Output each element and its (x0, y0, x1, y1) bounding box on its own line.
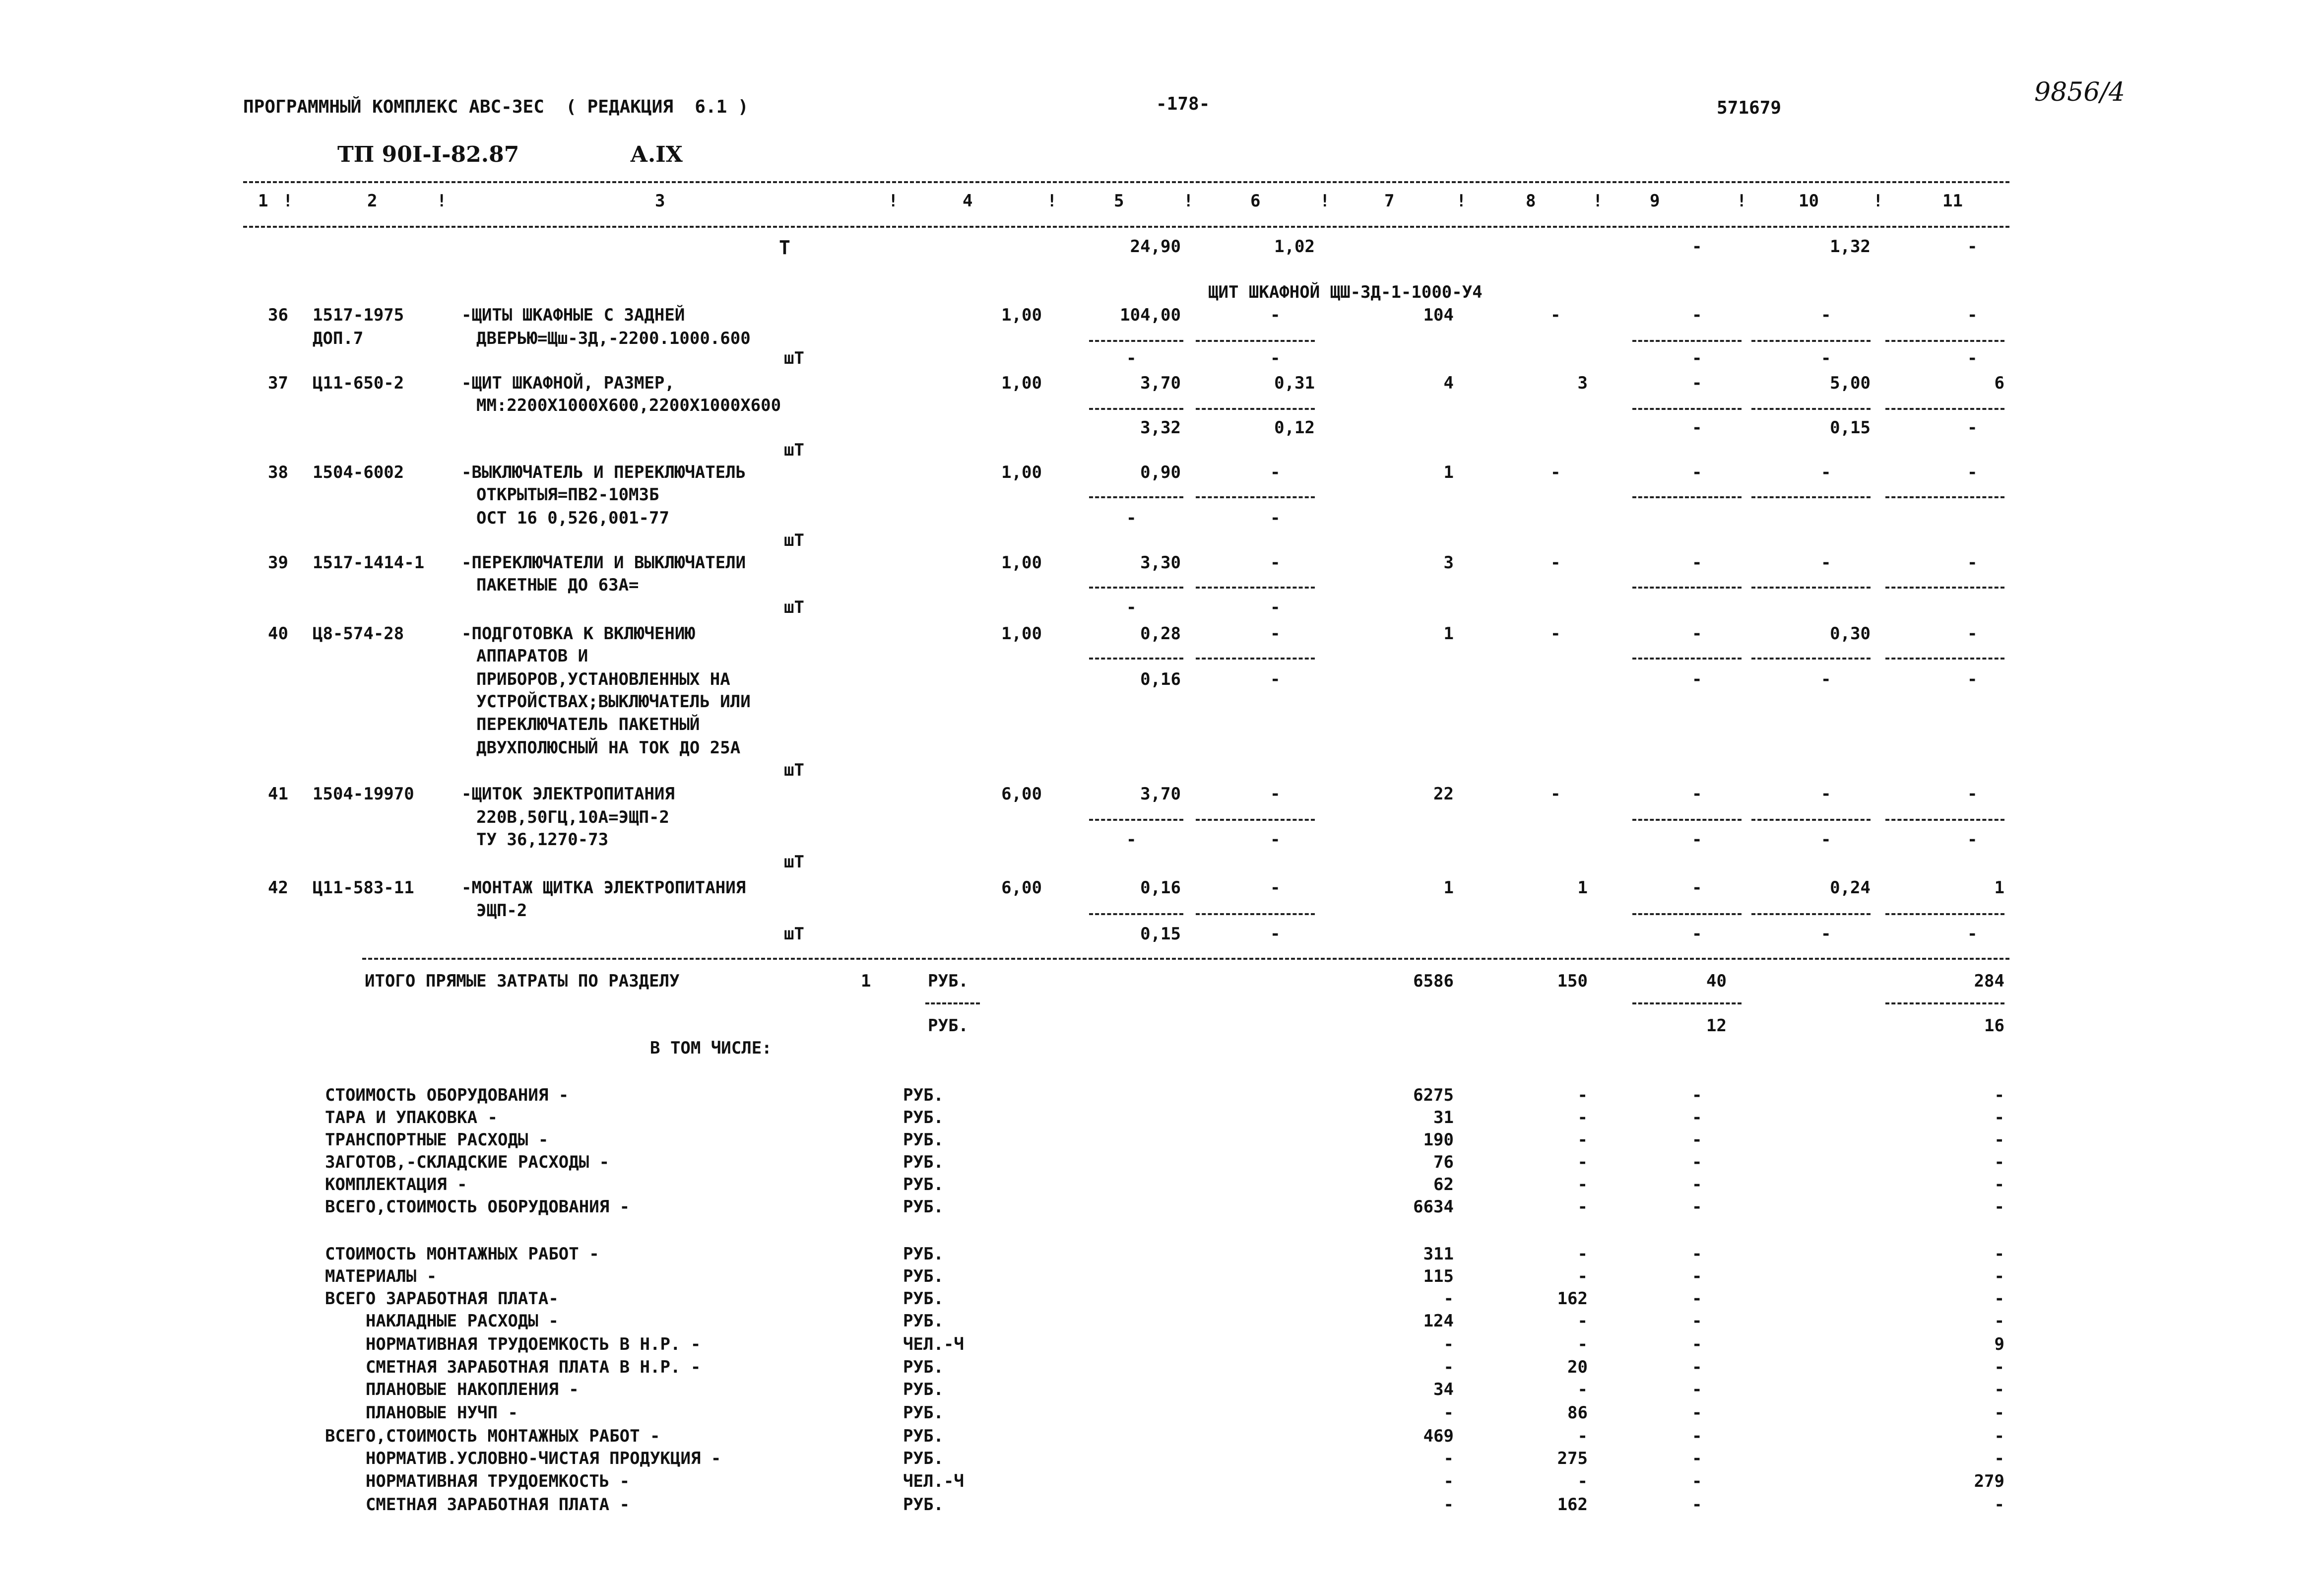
row42-desc2: ЭЩП-2 (476, 901, 527, 921)
row36-num: 36 (268, 305, 288, 325)
row40-c8: - (1550, 624, 1561, 644)
summary-c7: - (1443, 1357, 1454, 1377)
row42-s11: - (1967, 924, 1978, 944)
col-8: 8 (1526, 191, 1536, 211)
summary-c9: - (1692, 1266, 1702, 1286)
summary-c11: - (1994, 1152, 2004, 1172)
row40-desc4: УСТРОЙСТВАХ;ВЫКЛЮЧАТЕЛЬ ИЛИ (476, 692, 751, 712)
summary-label: ВСЕГО,СТОИМОСТЬ ОБОРУДОВАНИЯ - (325, 1197, 630, 1217)
col-3: 3 (655, 191, 665, 211)
summary-label: НОРМАТИВНАЯ ТРУДОЕМКОСТЬ В Н.Р. - (325, 1334, 701, 1354)
row37-c7: 4 (1443, 373, 1454, 393)
row41-c7: 22 (1433, 784, 1454, 804)
summary-label: ВСЕГО ЗАРАБОТНАЯ ПЛАТА- (325, 1289, 559, 1309)
header-rule-top (243, 181, 2009, 183)
row40-num: 40 (268, 624, 288, 644)
row37-num: 37 (268, 373, 288, 393)
row42-s9: - (1692, 924, 1702, 944)
row42-code: Ц11-583-11 (313, 878, 414, 898)
row38-c9: - (1692, 463, 1702, 482)
summary-c7: 31 (1433, 1108, 1454, 1128)
summary-c8: 86 (1567, 1403, 1588, 1423)
row42-unit: шТ (784, 924, 804, 944)
handwritten-number: 9856/4 (2034, 77, 2125, 107)
row38-code: 1504-6002 (313, 463, 404, 482)
summary-c11: - (1994, 1357, 2004, 1377)
row38-num: 38 (268, 463, 288, 482)
summary-c9: - (1692, 1357, 1702, 1377)
row37-qty: 1,00 (1001, 373, 1042, 393)
summary-c7: 76 (1433, 1152, 1454, 1172)
row38-c5: 0,90 (1140, 463, 1181, 482)
summary-c11: - (1994, 1311, 2004, 1331)
summary-label: СМЕТНАЯ ЗАРАБОТНАЯ ПЛАТА В Н.Р. - (325, 1357, 701, 1377)
total-label: ИТОГО ПРЯМЫЕ ЗАТРАТЫ ПО РАЗДЕЛУ (365, 971, 680, 991)
row36-s9: - (1692, 348, 1702, 368)
summary-label: СТОИМОСТЬ ОБОРУДОВАНИЯ - (325, 1085, 569, 1105)
row41-c8: - (1550, 784, 1561, 804)
row41-c9: - (1692, 784, 1702, 804)
summary-c11: - (1994, 1403, 2004, 1423)
summary-unit: РУБ. (903, 1289, 944, 1309)
including-label: В ТОМ ЧИСЛЕ: (650, 1038, 772, 1058)
summary-c8: 162 (1557, 1495, 1588, 1515)
summary-c7: - (1443, 1449, 1454, 1468)
row39-c9: - (1692, 553, 1702, 573)
summary-c7: 62 (1433, 1175, 1454, 1194)
program-title: ПРОГРАММНЫЙ КОМПЛЕКС АВС-3ЕС ( РЕДАКЦИЯ 6.1 ) (243, 97, 749, 117)
row36-c5: 104,00 (1120, 305, 1181, 325)
row37-s6: 0,12 (1274, 418, 1315, 438)
row36-c6: - (1270, 305, 1281, 325)
row42-c7: 1 (1443, 878, 1454, 898)
summary-c8: 20 (1567, 1357, 1588, 1377)
row36-c11: - (1967, 305, 1978, 325)
row42-num: 42 (268, 878, 288, 898)
row36-s5: - (1126, 348, 1137, 368)
row41-s11: - (1967, 830, 1978, 850)
row40-s11: - (1967, 669, 1978, 689)
summary-c8: - (1577, 1244, 1588, 1264)
row42-c11: 1 (1994, 878, 2004, 898)
header-rule-bottom (243, 226, 2009, 228)
summary-unit: РУБ. (903, 1108, 944, 1128)
row40-c11: - (1967, 624, 1978, 644)
summary-unit: РУБ. (903, 1244, 944, 1264)
total-unit: РУБ. (928, 971, 968, 991)
row41-s10: - (1821, 830, 1831, 850)
summary-c7: 34 (1433, 1380, 1454, 1399)
col-2: 2 (367, 191, 378, 211)
row39-desc2: ПАКЕТНЫЕ ДО 63А= (476, 575, 639, 595)
summary-c11: - (1994, 1130, 2004, 1150)
row42-s6: - (1270, 924, 1281, 944)
row36-c10: - (1821, 305, 1831, 325)
prev-c11: - (1967, 237, 1978, 257)
row40-qty: 1,00 (1001, 624, 1042, 644)
summary-c8: 162 (1557, 1289, 1588, 1309)
row40-s9: - (1692, 669, 1702, 689)
row36-code: 1517-1975 (313, 305, 404, 325)
page-number: -178- (1156, 94, 1210, 114)
row42-c6: - (1270, 878, 1281, 898)
row38-unit: шТ (784, 531, 804, 550)
row41-s5: - (1126, 830, 1137, 850)
row37-c10: 5,00 (1830, 373, 1871, 393)
summary-c9: - (1692, 1085, 1702, 1105)
row36-qty: 1,00 (1001, 305, 1042, 325)
row40-desc3: ПРИБОРОВ,УСТАНОВЛЕННЫХ НА (476, 669, 730, 689)
row39-unit: шТ (784, 597, 804, 617)
row36-unit: шТ (784, 348, 804, 368)
row40-s10: - (1821, 669, 1831, 689)
row41-c10: - (1821, 784, 1831, 804)
row40-unit: шТ (784, 760, 804, 780)
summary-c8: - (1577, 1175, 1588, 1194)
row41-num: 41 (268, 784, 288, 804)
summary-unit: ЧЕЛ.-Ч (903, 1471, 964, 1491)
row42-c8: 1 (1577, 878, 1588, 898)
row42-qty: 6,00 (1001, 878, 1042, 898)
row39-desc: -ПЕРЕКЛЮЧАТЕЛИ И ВЫКЛЮЧАТЕЛИ (461, 553, 746, 573)
summary-unit: РУБ. (903, 1449, 944, 1468)
summary-c8: - (1577, 1334, 1588, 1354)
summary-c7: - (1443, 1495, 1454, 1515)
row42-c5: 0,16 (1140, 878, 1181, 898)
col-4: 4 (963, 191, 973, 211)
row37-desc: -ЩИТ ШКАФНОЙ, РАЗМЕР, (461, 373, 675, 393)
row39-c6: - (1270, 553, 1281, 573)
total-unit2: РУБ. (928, 1016, 968, 1036)
summary-unit: РУБ. (903, 1130, 944, 1150)
row41-qty: 6,00 (1001, 784, 1042, 804)
row41-unit: шТ (784, 852, 804, 872)
row37-s5: 3,32 (1140, 418, 1181, 438)
summary-c9: - (1692, 1380, 1702, 1399)
row37-s11: - (1967, 418, 1978, 438)
row36-s11: - (1967, 348, 1978, 368)
total-s11: 16 (1984, 1016, 2004, 1036)
row40-c9: - (1692, 624, 1702, 644)
summary-c8: - (1577, 1426, 1588, 1446)
summary-c8: - (1577, 1311, 1588, 1331)
row37-desc2: ММ:2200Х1000Х600,2200Х1000Х600 (476, 396, 781, 415)
row39-s5: - (1126, 597, 1137, 617)
summary-c9: - (1692, 1334, 1702, 1354)
total-s9: 12 (1706, 1016, 1727, 1036)
row39-qty: 1,00 (1001, 553, 1042, 573)
summary-c11: - (1994, 1289, 2004, 1309)
row40-c10: 0,30 (1830, 624, 1871, 644)
row38-desc2: ОТКРЫТЫЯ=ПВ2-10М3Б (476, 485, 659, 505)
summary-c9: - (1692, 1449, 1702, 1468)
row40-desc5: ПЕРЕКЛЮЧАТЕЛЬ ПАКЕТНЫЙ (476, 715, 700, 734)
row39-c10: - (1821, 553, 1831, 573)
row37-c11: 6 (1994, 373, 2004, 393)
summary-c11: - (1994, 1495, 2004, 1515)
row40-desc6: ДВУХПОЛЮСНЫЙ НА ТОК ДО 25А (476, 738, 741, 758)
summary-label: МАТЕРИАЛЫ - (325, 1266, 437, 1286)
row42-c10: 0,24 (1830, 878, 1871, 898)
summary-c9: - (1692, 1130, 1702, 1150)
summary-unit: РУБ. (903, 1085, 944, 1105)
summary-c8: - (1577, 1471, 1588, 1491)
summary-c11: - (1994, 1085, 2004, 1105)
summary-c11: 279 (1974, 1471, 2004, 1491)
summary-c11: - (1994, 1244, 2004, 1264)
row38-c6: - (1270, 463, 1281, 482)
prev-c5: 24,90 (1130, 237, 1181, 257)
row41-s9: - (1692, 830, 1702, 850)
row37-c8: 3 (1577, 373, 1588, 393)
row42-s5: 0,15 (1140, 924, 1181, 944)
row40-desc: -ПОДГОТОВКА К ВКЛЮЧЕНИЮ (461, 624, 695, 644)
total-c11: 284 (1974, 971, 2004, 991)
summary-c9: - (1692, 1311, 1702, 1331)
album-code: А.IX (630, 142, 683, 167)
summary-c8: 275 (1557, 1449, 1588, 1468)
row42-s10: - (1821, 924, 1831, 944)
document-code: 571679 (1717, 98, 1782, 118)
summary-label: ПЛАНОВЫЕ НАКОПЛЕНИЯ - (325, 1380, 579, 1399)
row39-code: 1517-1414-1 (313, 553, 425, 573)
total-c8: 150 (1557, 971, 1588, 991)
summary-c7: - (1443, 1289, 1454, 1309)
summary-label: ЗАГОТОВ,-СКЛАДСКИЕ РАСХОДЫ - (325, 1152, 610, 1172)
row41-desc3: ТУ 36,1270-73 (476, 830, 609, 850)
summary-c11: - (1994, 1449, 2004, 1468)
summary-c11: 9 (1994, 1334, 2004, 1354)
summary-c11: - (1994, 1266, 2004, 1286)
summary-c7: - (1443, 1403, 1454, 1423)
summary-label: НОРМАТИВНАЯ ТРУДОЕМКОСТЬ - (325, 1471, 630, 1491)
summary-c7: 190 (1423, 1130, 1454, 1150)
row38-desc: -ВЫКЛЮЧАТЕЛЬ И ПЕРЕКЛЮЧАТЕЛЬ (461, 463, 746, 482)
row40-c5: 0,28 (1140, 624, 1181, 644)
row37-s9: - (1692, 418, 1702, 438)
summary-c8: - (1577, 1152, 1588, 1172)
summary-label: ТРАНСПОРТНЫЕ РАСХОДЫ - (325, 1130, 549, 1150)
row38-s6: - (1270, 508, 1281, 528)
summary-c9: - (1692, 1495, 1702, 1515)
row40-code: Ц8-574-28 (313, 624, 404, 644)
row36-s10: - (1821, 348, 1831, 368)
col-9: 9 (1650, 191, 1660, 211)
summary-c11: - (1994, 1426, 2004, 1446)
total-section: 1 (861, 971, 871, 991)
row36-code2: ДОП.7 (313, 329, 364, 348)
row36-desc: -ЩИТЫ ШКАФНЫЕ С ЗАДНЕЙ (461, 305, 685, 325)
summary-label: СТОИМОСТЬ МОНТАЖНЫХ РАБОТ - (325, 1244, 599, 1264)
summary-c9: - (1692, 1244, 1702, 1264)
summary-c8: - (1577, 1380, 1588, 1399)
summary-label: НАКЛАДНЫЕ РАСХОДЫ - (325, 1311, 559, 1331)
summary-c11: - (1994, 1197, 2004, 1217)
row39-s6: - (1270, 597, 1281, 617)
summary-c7: - (1443, 1471, 1454, 1491)
row38-desc3: ОСТ 16 0,526,001-77 (476, 508, 669, 528)
row38-s5: - (1126, 508, 1137, 528)
summary-c7: 469 (1423, 1426, 1454, 1446)
row39-c11: - (1967, 553, 1978, 573)
summary-c7: 6275 (1413, 1085, 1454, 1105)
summary-c11: - (1994, 1175, 2004, 1194)
total-c7: 6586 (1413, 971, 1454, 991)
summary-unit: РУБ. (903, 1311, 944, 1331)
col-10: 10 (1799, 191, 1819, 211)
summary-unit: РУБ. (903, 1357, 944, 1377)
col-11: 11 (1942, 191, 1963, 211)
summary-c9: - (1692, 1426, 1702, 1446)
prev-c10: 1,32 (1830, 237, 1871, 257)
summary-c11: - (1994, 1380, 2004, 1399)
row41-code: 1504-19970 (313, 784, 414, 804)
row39-c7: 3 (1443, 553, 1454, 573)
summary-unit: РУБ. (903, 1197, 944, 1217)
row41-desc2: 220В,50ГЦ,10А=ЭЩП-2 (476, 807, 669, 827)
summary-unit: РУБ. (903, 1403, 944, 1423)
col-6: 6 (1250, 191, 1261, 211)
summary-c8: - (1577, 1197, 1588, 1217)
row40-c6: - (1270, 624, 1281, 644)
row38-qty: 1,00 (1001, 463, 1042, 482)
row42-desc: -МОНТАЖ ЩИТКА ЭЛЕКТРОПИТАНИЯ (461, 878, 746, 898)
row38-c8: - (1550, 463, 1561, 482)
summary-c7: 6634 (1413, 1197, 1454, 1217)
row37-unit: шТ (784, 440, 804, 460)
summary-unit: РУБ. (903, 1175, 944, 1194)
summary-c7: 311 (1423, 1244, 1454, 1264)
row40-s6: - (1270, 669, 1281, 689)
row39-c5: 3,30 (1140, 553, 1181, 573)
row39-c8: - (1550, 553, 1561, 573)
summary-c9: - (1692, 1175, 1702, 1194)
col-7: 7 (1384, 191, 1395, 211)
summary-c9: - (1692, 1403, 1702, 1423)
col-5: 5 (1114, 191, 1124, 211)
row41-c6: - (1270, 784, 1281, 804)
summary-c9: - (1692, 1108, 1702, 1128)
row37-s10: 0,15 (1830, 418, 1871, 438)
row37-c6: 0,31 (1274, 373, 1315, 393)
summary-unit: ЧЕЛ.-Ч (903, 1334, 964, 1354)
summary-c11: - (1994, 1108, 2004, 1128)
project-code: ТП 90I-I-82.87 (337, 142, 519, 167)
row36-c7: 104 (1423, 305, 1454, 325)
summary-c8: - (1577, 1130, 1588, 1150)
row37-c5: 3,70 (1140, 373, 1181, 393)
summary-unit: РУБ. (903, 1380, 944, 1399)
row36-c8: - (1550, 305, 1561, 325)
row41-desc: -ЩИТОК ЭЛЕКТРОПИТАНИЯ (461, 784, 675, 804)
col-1: 1 (258, 191, 268, 211)
summary-unit: РУБ. (903, 1426, 944, 1446)
summary-c8: - (1577, 1108, 1588, 1128)
row36-c9: - (1692, 305, 1702, 325)
summary-label: СМЕТНАЯ ЗАРАБОТНАЯ ПЛАТА - (325, 1495, 630, 1515)
summary-c7: 124 (1423, 1311, 1454, 1331)
summary-label: ВСЕГО,СТОИМОСТЬ МОНТАЖНЫХ РАБОТ - (325, 1426, 660, 1446)
row40-c7: 1 (1443, 624, 1454, 644)
row42-c9: - (1692, 878, 1702, 898)
summary-c7: 115 (1423, 1266, 1454, 1286)
summary-c9: - (1692, 1471, 1702, 1491)
row37-c9: - (1692, 373, 1702, 393)
prev-c9: - (1692, 237, 1702, 257)
summary-label: ПЛАНОВЫЕ НУЧП - (325, 1403, 518, 1423)
prev-unit: Т (779, 237, 790, 259)
summary-label: КОМПЛЕКТАЦИЯ - (325, 1175, 467, 1194)
summary-c8: - (1577, 1085, 1588, 1105)
prev-c6: 1,02 (1274, 237, 1315, 257)
summary-c9: - (1692, 1152, 1702, 1172)
row37-code: Ц11-650-2 (313, 373, 404, 393)
total-c9: 40 (1706, 971, 1727, 991)
row38-c10: - (1821, 463, 1831, 482)
row41-c5: 3,70 (1140, 784, 1181, 804)
row40-desc2: АППАРАТОВ И (476, 646, 588, 666)
summary-c8: - (1577, 1266, 1588, 1286)
summary-c9: - (1692, 1289, 1702, 1309)
summary-unit: РУБ. (903, 1266, 944, 1286)
summary-label: ТАРА И УПАКОВКА - (325, 1108, 498, 1128)
summary-label: НОРМАТИВ.УСЛОВНО-ЧИСТАЯ ПРОДУКЦИЯ - (325, 1449, 721, 1468)
row36-note: ЩИТ ШКАФНОЙ ЩШ-3Д-1-1000-У4 (1208, 282, 1483, 302)
row36-desc2: ДВЕРЬЮ=Щш-3Д,-2200.1000.600 (476, 329, 751, 348)
row38-c7: 1 (1443, 463, 1454, 482)
summary-unit: РУБ. (903, 1152, 944, 1172)
row38-c11: - (1967, 463, 1978, 482)
summary-unit: РУБ. (903, 1495, 944, 1515)
row39-num: 39 (268, 553, 288, 573)
summary-c9: - (1692, 1197, 1702, 1217)
row40-s5: 0,16 (1140, 669, 1181, 689)
row41-s6: - (1270, 830, 1281, 850)
total-rule (362, 958, 2009, 960)
row41-c11: - (1967, 784, 1978, 804)
row36-s6: - (1270, 348, 1281, 368)
summary-c7: - (1443, 1334, 1454, 1354)
